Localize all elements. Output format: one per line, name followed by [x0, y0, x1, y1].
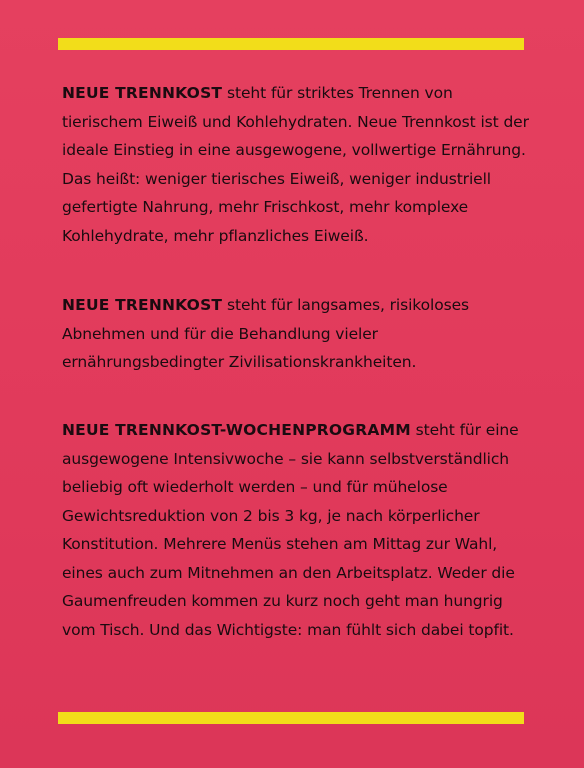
paragraph-wochenprogramm — [62, 416, 532, 644]
paragraph-body: steht für eine ausgewogene Intensivwoche – sie kann selbstverständlich beliebig oft wiederholt werden – und für mühelose Gewichtsreduktion von 2 bis 3 kg, je nach körperlicher Konstitution. Mehrere Menüs stehen am Mittag zur Wahl, eines auch zum Mitnehmen an den Arbeitsplatz. Weder die Gaumenfreuden kommen zu kurz noch geht man hungrig vom Tisch. Und das Wichtigste: man fühlt sich dabei topfit. — [62, 421, 519, 639]
paragraph-body: steht für langsames, risikoloses Abnehmen und für die Behandlung vieler ernährungsbedingter Zivilisationskrankheiten. — [62, 296, 469, 371]
paragraph-lead: NEUE TRENNKOST-WOCHENPROGRAMM — [62, 421, 411, 439]
bottom-yellow-rule — [58, 712, 524, 724]
paragraph-lead: NEUE TRENNKOST — [62, 296, 223, 314]
paragraph-lead: NEUE TRENNKOST — [62, 84, 223, 102]
paragraph-trennkost-abnehmen — [62, 291, 532, 377]
paragraph-trennkost-intro — [62, 79, 532, 250]
top-yellow-rule — [58, 38, 524, 50]
paragraph-body: steht für striktes Trennen von tierischem Eiweiß und Kohlehydraten. Neue Trennkost ist der ideale Einstieg in eine ausgewogene, vollwertige Ernährung. Das heißt: weniger tierisches Eiweiß, weniger industriell gefertigte Nahrung, mehr Frischkost, mehr komplexe Kohlehydrate, mehr pflanzliches Eiweiß. — [62, 84, 529, 245]
